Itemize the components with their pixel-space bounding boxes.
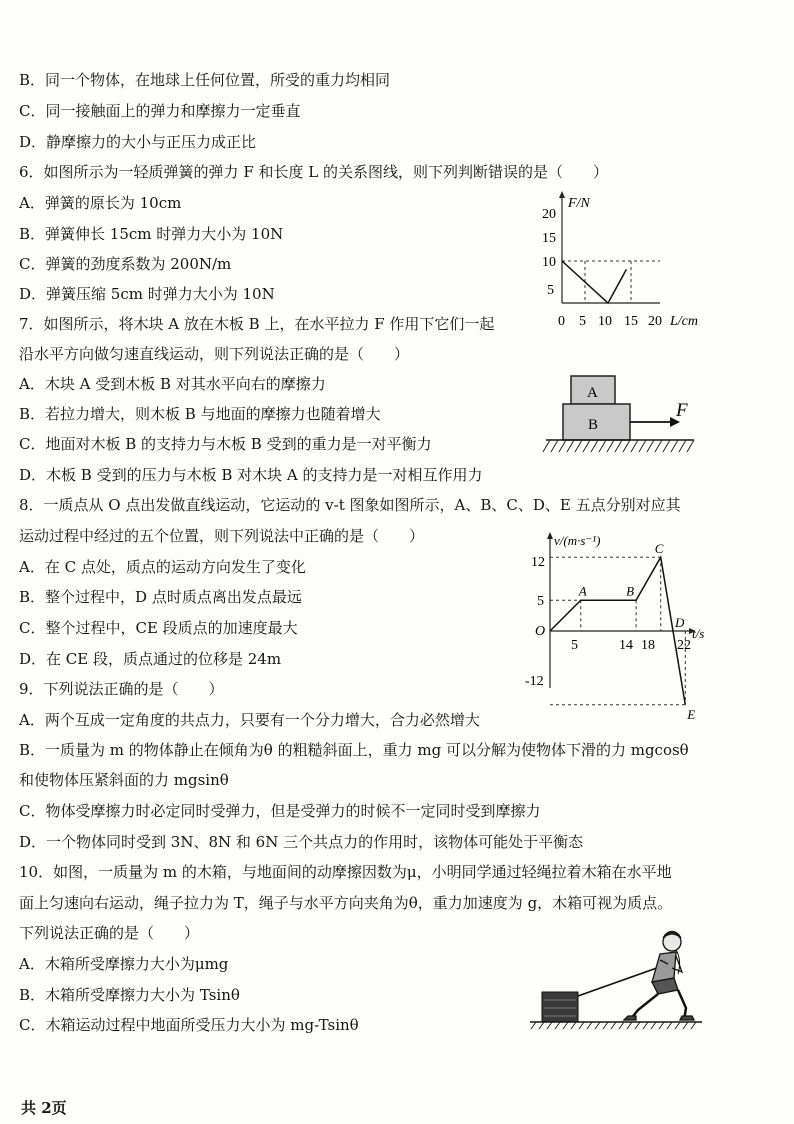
text-line: B．一质量为 m 的物体静止在倾角为θ 的粗糙斜面上，重力 mg 可以分解为使物体下滑的力 mgcosθ — [19, 741, 689, 759]
text-line: 8．一质点从 O 点出发做直线运动，它运动的 v-t 图象如图所示，A、B、C、D、E 五点分别对应其 — [19, 496, 681, 514]
text-line: D．在 CE 段，质点通过的位移是 24m — [19, 650, 282, 668]
t-tick-label: 5 — [571, 638, 578, 653]
v-tick-label: 12 — [531, 555, 545, 570]
point-label-d: D — [675, 615, 685, 630]
text-line: B．若拉力增大，则木板 B 与地面的摩擦力也随着增大 — [19, 405, 381, 423]
text-line: C．弹簧的劲度系数为 200N/m — [19, 255, 232, 273]
text-line: A．两个互成一定角度的共点力，只要有一个分力增大，合力必然增大 — [19, 711, 480, 729]
wooden-box — [542, 992, 578, 1022]
x-tick-label: 10 — [598, 314, 612, 329]
text-line: B．木箱所受摩擦力大小为 Tsinθ — [19, 986, 240, 1004]
spring-force-graph — [530, 188, 720, 338]
text-line: B．同一个物体，在地球上任何位置，所受的重力均相同 — [19, 71, 391, 89]
force-label: F — [676, 400, 688, 421]
page-footer: 共 2页 — [6, 1099, 67, 1117]
text-line: A．木箱所受摩擦力大小为μmg — [19, 955, 229, 973]
y-axis-arrow — [559, 191, 565, 198]
block-b-label: B — [588, 417, 599, 433]
x-tick-label: 5 — [579, 314, 586, 329]
text-line: B．弹簧伸长 15cm 时弹力大小为 10N — [19, 225, 284, 243]
point-label-b: B — [626, 583, 635, 599]
y-tick-label: 5 — [547, 283, 554, 298]
text-line: A．弹簧的原长为 10cm — [19, 194, 182, 212]
text-line: 沿水平方向做匀速直线运动，则下列说法正确的是（ ） — [19, 345, 410, 363]
text-line: C．同一接触面上的弹力和摩擦力一定垂直 — [19, 102, 301, 120]
v-tick-label: -12 — [525, 674, 544, 689]
t-axis-label: t/s — [692, 626, 705, 641]
point-label-c: C — [654, 541, 664, 557]
x-tick-label: 15 — [624, 314, 638, 329]
v-axis-label: v/(m·s⁻¹) — [554, 533, 601, 548]
text-line: 下列说法正确的是（ ） — [19, 924, 200, 942]
point-label-a: A — [578, 583, 587, 599]
t-tick-label: 14 — [619, 638, 633, 653]
vt-graph — [520, 528, 720, 722]
y-tick-label: 15 — [542, 231, 556, 246]
x-axis-label: L/cm — [670, 314, 698, 329]
blocks-diagram — [542, 372, 702, 464]
point-label-e: E — [687, 706, 696, 722]
text-line: C．木箱运动过程中地面所受压力大小为 mg-Tsinθ — [19, 1016, 359, 1034]
y-tick-label: 20 — [542, 207, 556, 222]
block-a-label: A — [587, 385, 598, 401]
text-line: 面上匀速向右运动，绳子拉力为 T，绳子与水平方向夹角为θ，重力加速度为 g，木箱可视为质点。 — [19, 894, 673, 912]
t-tick-label: 22 — [677, 638, 691, 653]
x-tick-label: 20 — [648, 314, 662, 329]
text-line: 7．如图所示，将木块 A 放在木板 B 上，在水平拉力 F 作用下它们一起 — [19, 315, 495, 333]
text-line: 运动过程中经过的五个位置，则下列说法中正确的是（ ） — [19, 527, 425, 545]
t-tick-label: 18 — [641, 638, 655, 653]
text-line: C．地面对木板 B 的支持力与木板 B 受到的重力是一对平衡力 — [19, 435, 432, 453]
origin-label: O — [535, 624, 546, 639]
y-tick-label: 10 — [542, 255, 556, 270]
text-line: 6．如图所示为一轻质弹簧的弹力 F 和长度 L 的关系图线，则下列判断错误的是（ ） — [19, 163, 608, 181]
ground-hatching — [543, 440, 694, 452]
force-length-line — [562, 261, 626, 303]
text-line: D．弹簧压缩 5cm 时弹力大小为 10N — [19, 285, 275, 303]
text-line: C．物体受摩擦力时必定同时受弹力，但是受弹力的时候不一定同时受到摩擦力 — [19, 802, 541, 820]
v-axis-arrow — [547, 532, 553, 539]
text-line: A．木块 A 受到木板 B 对其水平向右的摩擦力 — [19, 375, 326, 393]
ground-hatching — [531, 1022, 696, 1029]
text-line: 和使物体压紧斜面的力 mgsinθ — [19, 771, 229, 789]
text-line: C．整个过程中，CE 段质点的加速度最大 — [19, 619, 298, 637]
text-line: D．木板 B 受到的压力与木板 B 对木块 A 的支持力是一对相互作用力 — [19, 466, 483, 484]
text-line: 9．下列说法正确的是（ ） — [19, 680, 224, 698]
text-line: D．静摩擦力的大小与正压力成正比 — [19, 133, 257, 151]
text-line: D．一个物体同时受到 3N、8N 和 6N 三个共点力的作用时，该物体可能处于平衡态 — [19, 833, 584, 851]
y-axis-label: F/N — [568, 196, 590, 211]
text-line: B．整个过程中，D 点时质点离出发点最远 — [19, 588, 302, 606]
boy-pulling-box-illustration — [526, 930, 706, 1030]
x-tick-label: 0 — [558, 314, 565, 329]
v-tick-label: 5 — [537, 594, 544, 609]
text-line: 10．如图，一质量为 m 的木箱，与地面间的动摩擦因数为μ，小明同学通过轻绳拉着木箱在水平地 — [19, 863, 672, 881]
text-line: A．在 C 点处，质点的运动方向发生了变化 — [19, 558, 306, 576]
